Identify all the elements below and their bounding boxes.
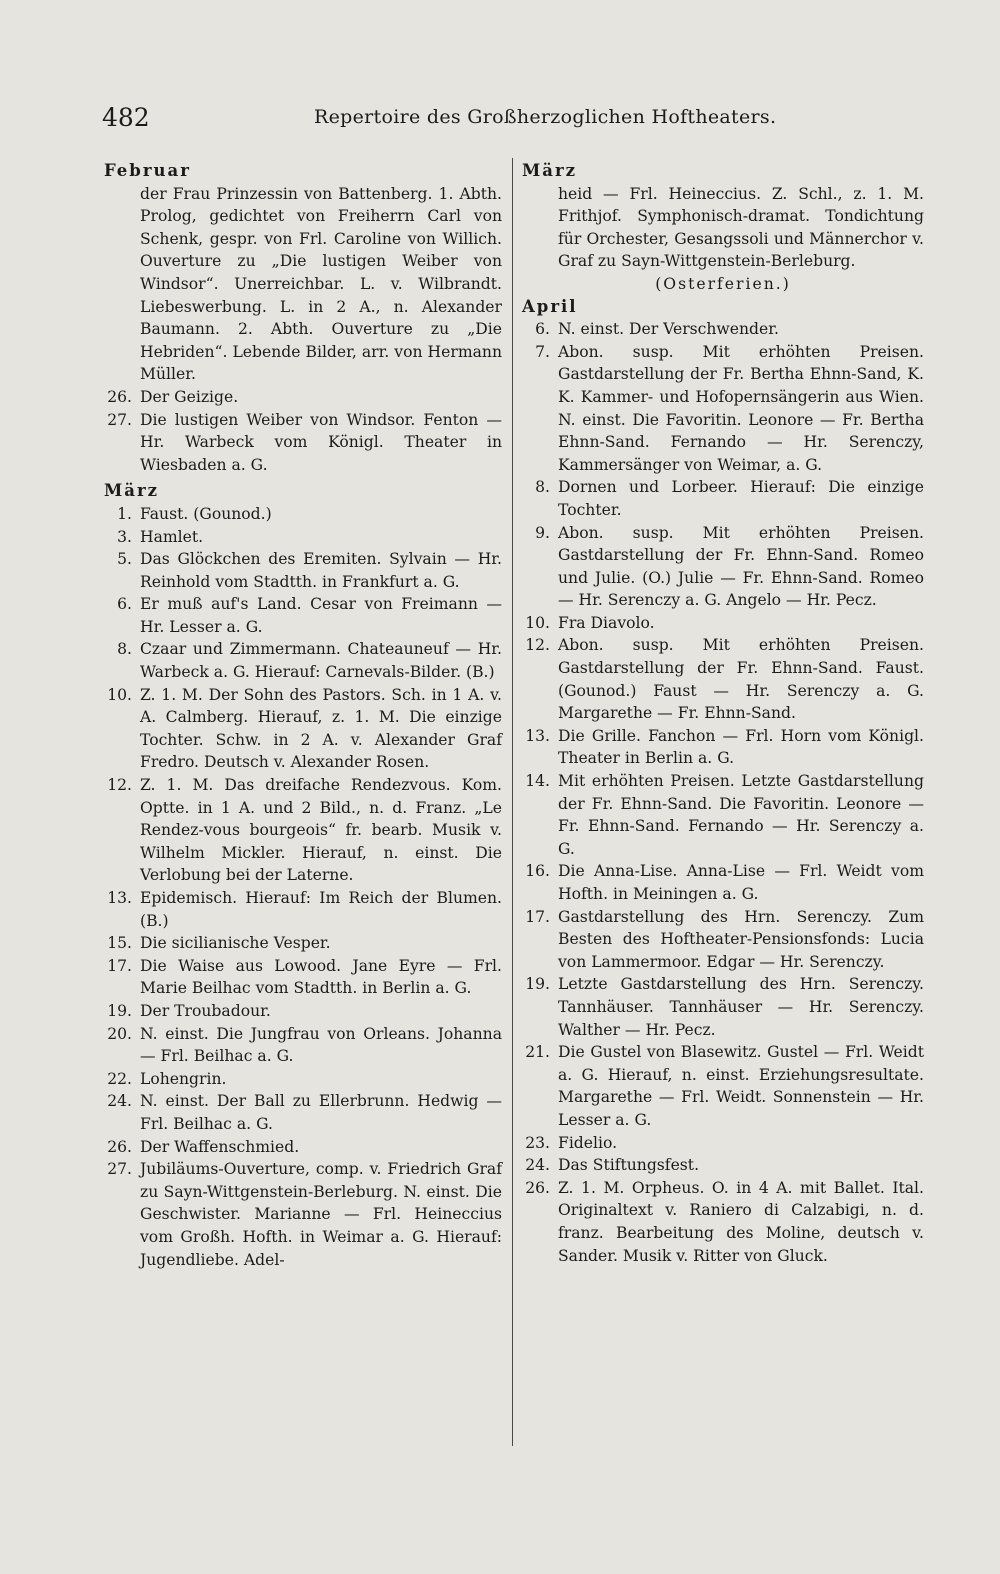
repertoire-entry <box>104 503 502 526</box>
month-heading-april: April <box>522 296 578 316</box>
entry-text: Z. 1. M. Der Sohn des Pastors. Sch. in 1 A. v. A. Calmberg. Hierauf, z. 1. M. Die einzige Tochter. Schw. in 2 A. v. Alexander Graf Fredro. Deutsch v. Alexander Rosen. <box>140 685 502 772</box>
repertoire-entry <box>522 634 924 724</box>
entry-date: 7. <box>535 342 550 361</box>
entry-date: 13. <box>107 889 132 907</box>
entry-date: 3. <box>117 527 132 546</box>
entry-date: 27. <box>107 1160 132 1179</box>
entry-date: 26. <box>107 387 132 406</box>
entry-text: Abon. susp. Mit erhöhten Preisen. Gastdarstellung der Fr. Ehnn-Sand. Romeo und Julie. (O.) Julie — Fr. Ehnn-Sand. Romeo — Hr. Serenczy a. G. Angelo — Hr. Pecz. <box>558 523 924 610</box>
entry-text: Er muß auf's Land. Cesar von Freimann — Hr. Lesser a. G. <box>140 595 502 636</box>
repertoire-entry <box>522 860 924 905</box>
entry-text: Faust. (Gounod.) <box>140 504 272 523</box>
entry-text: Fidelio. <box>558 1133 618 1152</box>
entry-date: 24. <box>525 1156 550 1175</box>
entry-text: Dornen und Lorbeer. Hierauf: Die einzige Tochter. <box>558 478 924 519</box>
entry-text: Das Stiftungsfest. <box>558 1156 700 1175</box>
entry-date: 17. <box>107 956 132 975</box>
page-number: 482 <box>102 103 150 132</box>
repertoire-entry <box>522 1041 924 1131</box>
entry-text: Lohengrin. <box>140 1069 227 1088</box>
page-header <box>102 103 922 143</box>
repertoire-entry <box>522 318 924 341</box>
entry-text: Hamlet. <box>140 527 204 546</box>
repertoire-entry <box>104 774 502 887</box>
repertoire-entry <box>522 1177 924 1267</box>
month-heading-march: März <box>522 161 578 180</box>
entry-date: 24. <box>107 1092 132 1111</box>
repertoire-entry <box>104 1158 502 1271</box>
repertoire-entry <box>522 725 924 770</box>
repertoire-entry <box>522 612 924 635</box>
entry-text: N. einst. Der Verschwender. <box>558 320 779 339</box>
left-column <box>104 160 502 1271</box>
entry-date: 5. <box>117 550 132 569</box>
repertoire-entry <box>522 1132 924 1155</box>
entry-text: Die sicilianische Vesper. <box>140 934 331 953</box>
entry-text: Die Grille. Fanchon — Frl. Horn vom Königl. Theater in Berlin a. G. <box>558 726 924 768</box>
entry-text: Epidemisch. Hierauf: Im Reich der Blumen. (B.) <box>140 889 502 930</box>
entry-date: 12. <box>107 776 132 795</box>
entry-date: 27. <box>107 410 132 429</box>
repertoire-entry <box>104 638 502 683</box>
repertoire-entry <box>522 973 924 1041</box>
entry-date: 21. <box>525 1043 550 1062</box>
entry-date: 12. <box>525 636 550 655</box>
entry-date: 23. <box>525 1133 550 1152</box>
entry-date: 14. <box>525 772 550 791</box>
repertoire-entry <box>522 476 924 521</box>
mar-entries <box>104 503 502 1271</box>
entry-date: 6. <box>535 320 550 339</box>
entry-text: N. einst. Der Ball zu Ellerbrunn. Hedwig — Frl. Beilhac a. G. <box>140 1092 502 1133</box>
month-heading-february: Februar <box>104 161 191 180</box>
entry-date: 8. <box>117 640 132 659</box>
right-column <box>522 160 924 1267</box>
entry-text: Die Waise aus Lowood. Jane Eyre — Frl. Marie Beilhac vom Stadtth. in Berlin a. G. <box>140 956 502 998</box>
repertoire-entry <box>104 593 502 638</box>
entry-date: 26. <box>525 1178 550 1197</box>
continued-entry: heid — Frl. Heineccius. Z. Schl., z. 1. M. Frithjof. Symphonisch-dramat. Tondichtung für Orchester, Gesangssoli und Männerchor v. Graf zu Sayn-Wittgenstein-Berleburg. <box>558 184 924 271</box>
entry-text: Mit erhöhten Preisen. Letzte Gastdarstellung der Fr. Ehnn-Sand. Die Favoritin. Leonore — Fr. Ehnn-Sand. Fernando — Hr. Serenczy a. G. <box>558 772 924 858</box>
repertoire-entry <box>522 906 924 974</box>
repertoire-entry <box>522 341 924 477</box>
column-divider <box>512 158 513 1446</box>
repertoire-entry <box>104 684 502 774</box>
repertoire-entry <box>104 526 502 549</box>
entry-text: Czaar und Zimmermann. Chateauneuf — Hr. Warbeck a. G. Hierauf: Carnevals-Bilder. (B.) <box>140 640 502 682</box>
feb-entries <box>104 386 502 476</box>
repertoire-entry <box>104 548 502 593</box>
entry-text: Abon. susp. Mit erhöhten Preisen. Gastdarstellung der Fr. Ehnn-Sand. Faust. (Gounod.) Faust — Hr. Serenczy a. G. Margarethe — Fr. Ehnn-Sand. <box>558 636 924 723</box>
repertoire-entry <box>104 1068 502 1091</box>
entry-date: 9. <box>535 523 550 542</box>
entry-text: Z. 1. M. Orpheus. O. in 4 A. mit Ballet. Ital. Originaltext v. Raniero di Calzabigi, n. d. franz. Bearbeitung des Moline, deutsch v. Sander. Musik v. Ritter von Gluck. <box>558 1178 924 1265</box>
repertoire-entry <box>104 932 502 955</box>
repertoire-entry <box>104 409 502 477</box>
entry-text: Die Gustel von Blasewitz. Gustel — Frl. Weidt a. G. Hierauf, n. einst. Erziehungsresultate. Margarethe — Frl. Weidt. Sonnenstein — Hr. Lesser a. G. <box>558 1043 924 1129</box>
repertoire-entry <box>104 887 502 932</box>
repertoire-entry <box>104 955 502 1000</box>
entry-text: Der Geizige. <box>140 387 239 406</box>
entry-date: 19. <box>107 1001 132 1020</box>
entry-text: Der Waffenschmied. <box>140 1137 300 1156</box>
entry-text: Z. 1. M. Das dreifache Rendezvous. Kom. Optte. in 1 A. und 2 Bild., n. d. Franz. „Le Rendez-vous bourgeois“ fr. bearb. Musik v. Wilhelm Mickler. Hierauf, n. einst. Die Verlobung bei der Laterne. <box>140 776 502 885</box>
entry-date: 20. <box>107 1024 132 1043</box>
continued-entry: der Frau Prinzessin von Battenberg. 1. Abth. Prolog, gedichtet von Freiherrn Carl von Schenk, gespr. von Frl. Caroline von Willich. Ouverture zu „Die lustigen Weiber von Windsor“. Unerreichbar. L. v. Wilbrandt. Liebeswerbung. L. in 2 A., n. Alexander Baumann. 2. Abth. Ouverture zu „Die Hebriden“. Lebende Bilder, arr. von Hermann Müller. <box>140 184 502 384</box>
entry-text: Die lustigen Weiber von Windsor. Fenton — Hr. Warbeck vom Königl. Theater in Wiesbaden a. G. <box>140 410 502 474</box>
entry-date: 26. <box>107 1137 132 1156</box>
month-heading-march: März <box>104 481 160 501</box>
entry-date: 8. <box>535 478 550 497</box>
entry-text: Letzte Gastdarstellung des Hrn. Serenczy. Tannhäuser. Tannhäuser — Hr. Serenczy. Walther — Hr. Pecz. <box>558 975 924 1039</box>
running-title: Repertoire des Großherzoglichen Hoftheaters. <box>314 106 777 128</box>
repertoire-entry <box>104 1090 502 1135</box>
holiday-note: (Osterferien.) <box>655 274 791 293</box>
repertoire-entry <box>104 1023 502 1068</box>
entry-date: 17. <box>525 907 550 926</box>
entry-date: 19. <box>525 975 550 994</box>
repertoire-entry <box>522 770 924 860</box>
entry-date: 6. <box>117 595 132 614</box>
entry-date: 1. <box>117 504 132 523</box>
entry-text: Gastdarstellung des Hrn. Serenczy. Zum Besten des Hoftheater-Pensionsfonds: Lucia von Lammermoor. Edgar — Hr. Serenczy. <box>558 907 924 971</box>
entry-text: Das Glöckchen des Eremiten. Sylvain — Hr. Reinhold vom Stadtth. in Frankfurt a. G. <box>140 550 502 591</box>
entry-text: Jubiläums-Ouverture, comp. v. Friedrich Graf zu Sayn-Wittgenstein-Berleburg. N. einst. Die Geschwister. Marianne — Frl. Heineccius vom Großh. Hofth. in Weimar a. G. Hierauf: Jugendliebe. Adel- <box>140 1160 502 1269</box>
entry-date: 10. <box>525 613 550 632</box>
repertoire-entry <box>522 1154 924 1177</box>
entry-text: Der Troubadour. <box>140 1001 271 1020</box>
entry-date: 16. <box>525 862 550 881</box>
repertoire-entry <box>104 1136 502 1159</box>
entry-date: 13. <box>525 726 550 745</box>
apr-entries <box>522 318 924 1267</box>
entry-text: N. einst. Die Jungfrau von Orleans. Johanna — Frl. Beilhac a. G. <box>140 1024 502 1066</box>
repertoire-entry <box>104 386 502 409</box>
entry-date: 10. <box>107 685 132 704</box>
entry-text: Abon. susp. Mit erhöhten Preisen. Gastdarstellung der Fr. Bertha Ehnn-Sand, K. K. Kammer- und Hofopernsängerin aus Wien. N. einst. Die Favoritin. Leonore — Fr. Bertha Ehnn-Sand. Fernando — Hr. Serenczy, Kammersänger von Weimar, a. G. <box>558 342 924 474</box>
repertoire-entry <box>522 522 924 612</box>
entry-text: Die Anna-Lise. Anna-Lise — Frl. Weidt vom Hofth. in Meiningen a. G. <box>558 862 924 903</box>
repertoire-entry <box>104 1000 502 1023</box>
entry-text: Fra Diavolo. <box>558 613 655 632</box>
entry-date: 22. <box>107 1069 132 1088</box>
entry-date: 15. <box>107 934 132 953</box>
